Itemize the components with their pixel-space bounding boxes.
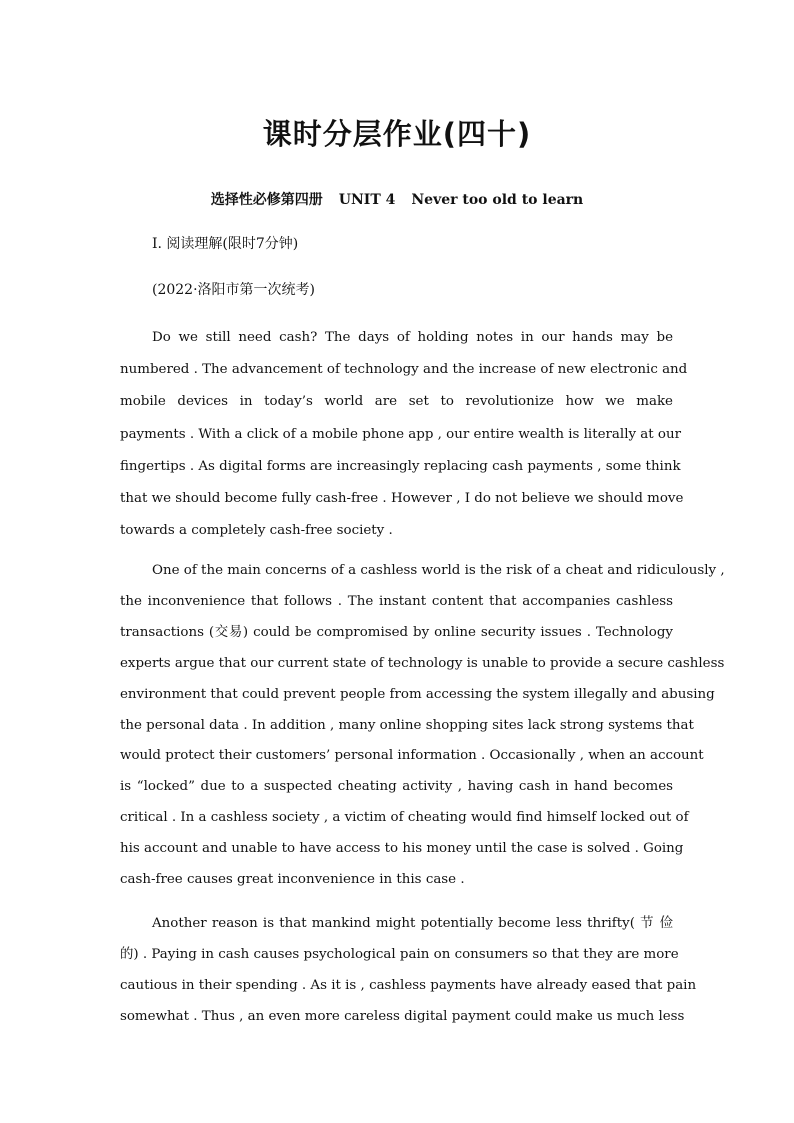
- paragraph-line: the personal data . In addition , many online shopping sites lack strong systems that: [120, 717, 694, 733]
- subtitle-unit: UNIT 4: [338, 192, 396, 208]
- paragraph-line: would protect their customers’ personal information . Occasionally , when an account: [120, 748, 704, 764]
- paragraph-line: the inconvenience that follows . The instant content that accompanies cashless: [120, 593, 673, 609]
- paragraph-line: somewhat . Thus , an even more careless digital payment could make us much less: [120, 1008, 685, 1024]
- document-subtitle: [0, 189, 794, 209]
- paragraph-line: transactions (交易) could be compromised by online security issues . Technology: [120, 624, 673, 640]
- paragraph-line: towards a completely cash-free society .: [120, 523, 393, 539]
- paragraph-line: that we should become fully cash-free . However , I do not believe we should move: [120, 491, 684, 507]
- paragraph-line: his account and unable to have access to his money until the case is solved . Going: [120, 841, 684, 857]
- paragraph-2: [120, 556, 725, 896]
- paragraph-line: fingertips . As digital forms are increasingly replacing cash payments , some think: [120, 458, 681, 474]
- paragraph-line: cash-free causes great inconvenience in this case .: [120, 872, 465, 888]
- subtitle-unit-title: Never too old to learn: [411, 192, 584, 208]
- paragraph-line: critical . In a cashless society , a victim of cheating would find himself locked out of: [120, 810, 689, 826]
- paragraph-line: experts argue that our current state of technology is unable to provide a secure cashless: [120, 655, 725, 671]
- passage-source: (2022·洛阳市第一次统考): [152, 282, 316, 298]
- paragraph-line: cautious in their spending . As it is , cashless payments have already eased that pain: [120, 977, 697, 993]
- subtitle-volume: 选择性必修第四册: [210, 192, 323, 208]
- page-title: 课时分层作业(四十): [262, 117, 532, 151]
- paragraph-3: [120, 909, 697, 1033]
- paragraph-line: is “locked” due to a suspected cheating activity , having cash in hand becomes: [120, 779, 673, 795]
- paragraph-line: Another reason is that mankind might potentially become less thrifty( 节 俭: [152, 916, 673, 931]
- paragraph-line: 的) . Paying in cash causes psychological pain on consumers so that they are more: [120, 946, 679, 962]
- paragraph-line: payments . With a click of a mobile phone app , our entire wealth is literally at our: [120, 426, 682, 442]
- paragraph-line: environment that could prevent people from accessing the system illegally and abusing: [120, 686, 715, 702]
- paragraph-line: numbered . The advancement of technology and the increase of new electronic and: [120, 362, 688, 378]
- paragraph-line: One of the main concerns of a cashless world is the risk of a cheat and ridiculously ,: [152, 563, 725, 578]
- section-heading: Ⅰ. 阅读理解(限时7分钟): [152, 236, 299, 252]
- paragraph-line: mobile devices in today’s world are set to revolutionize how we make: [120, 394, 673, 410]
- paragraph-line: Do we still need cash? The days of holding notes in our hands may be: [152, 330, 673, 345]
- paragraph-1: [120, 322, 688, 547]
